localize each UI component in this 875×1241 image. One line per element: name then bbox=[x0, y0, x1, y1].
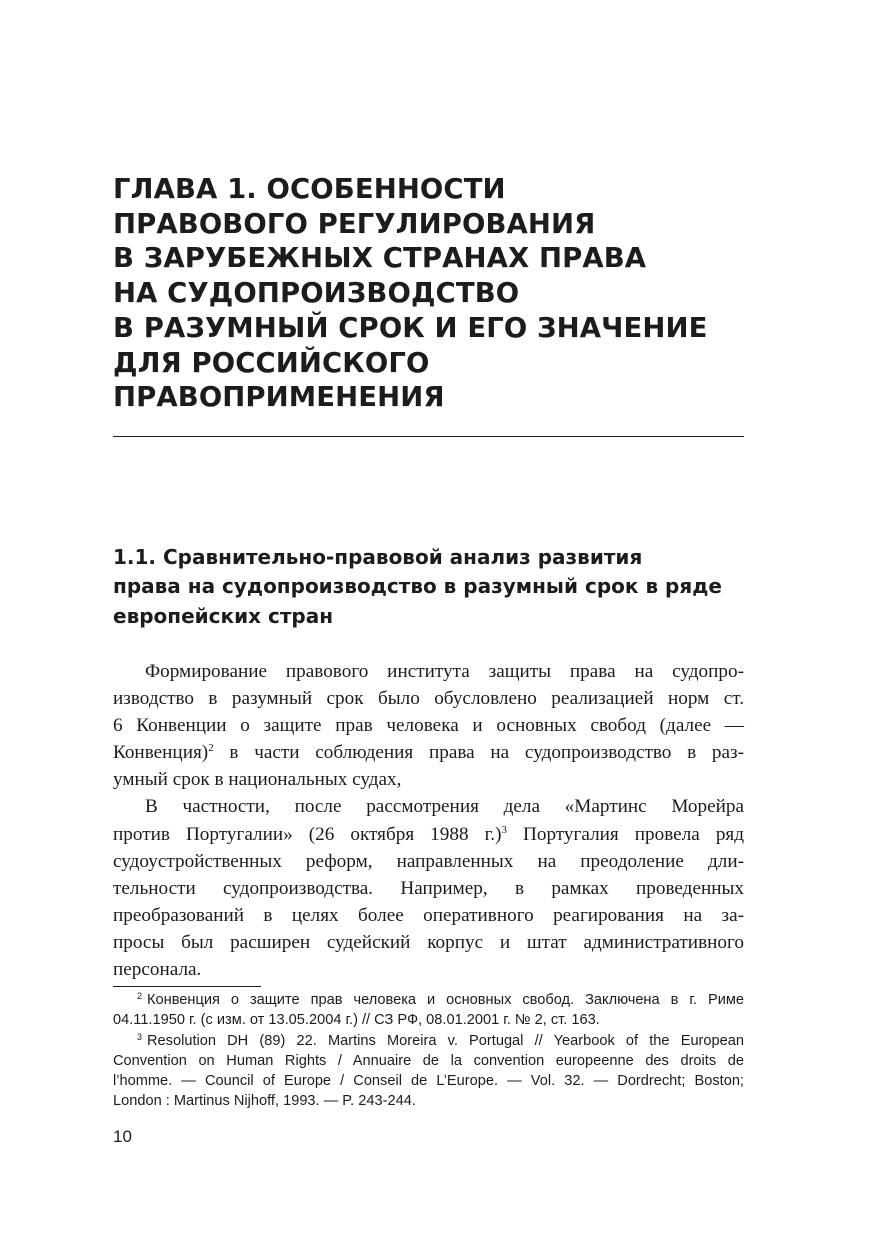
text-line: Формирование правового института защиты права на судопро- bbox=[145, 661, 744, 682]
text-line: персонала. bbox=[113, 959, 202, 981]
section-title-line: права на судопроизводство в разумный срок в ряде bbox=[113, 574, 722, 599]
footnote-marker: 3 bbox=[137, 1031, 143, 1042]
text-segment: в части соблюдения права на судопроизводство в раз- bbox=[213, 742, 744, 764]
text-line: умный срок в национальных судах, bbox=[113, 769, 402, 791]
footnote-text: Конвенция о защите прав человека и основных свобод. Заключена в г. Риме bbox=[147, 992, 744, 1008]
footnote-line bbox=[113, 990, 744, 1010]
chapter-title-line: В РАЗУМНЫЙ СРОК И ЕГО ЗНАЧЕНИЕ bbox=[113, 311, 708, 344]
text-segment: Португалия провела ряд bbox=[506, 823, 744, 845]
section-title-line: европейских стран bbox=[113, 603, 334, 628]
page-number: 10 bbox=[113, 1127, 132, 1146]
body-text bbox=[113, 658, 744, 983]
text-segment: против Португалии» (26 октября 1988 г.) bbox=[113, 823, 502, 845]
paragraph-2 bbox=[113, 793, 744, 983]
footnote-text: Resolution DH (89) 22. Martins Moreira v. Portugal // Yearbook of the European bbox=[147, 1032, 744, 1049]
text-line: судоустройственных реформ, направленных на преодоление дли- bbox=[113, 850, 744, 872]
footnote-line bbox=[113, 1031, 744, 1051]
footnote-ref-3[interactable]: 3 bbox=[501, 823, 507, 836]
text-line: просы был расширен судейский корпус и штат административного bbox=[113, 931, 744, 953]
text-line: изводство в разумный срок было обусловлено реализацией норм ст. bbox=[113, 688, 744, 710]
footnote-marker: 2 bbox=[137, 991, 143, 1001]
chapter-title-line: ГЛАВА 1. ОСОБЕННОСТИ bbox=[113, 173, 506, 205]
footnotes bbox=[113, 990, 744, 1112]
text-line: В частности, после рассмотрения дела «Мартинс Морейра bbox=[145, 796, 744, 818]
footnote-3 bbox=[113, 1031, 744, 1112]
footnote-ref-2[interactable]: 2 bbox=[208, 742, 214, 755]
paragraph-1 bbox=[113, 658, 744, 793]
chapter-divider bbox=[113, 436, 744, 437]
chapter-title-line: НА СУДОПРОИЗВОДСТВО bbox=[113, 277, 520, 310]
text-segment: Конвенция) bbox=[113, 742, 209, 764]
text-line bbox=[113, 821, 744, 848]
chapter-title bbox=[113, 172, 753, 415]
text-line: преобразований в целях более оперативного реагирования на за- bbox=[113, 904, 744, 926]
chapter-title-line: ДЛЯ РОССИЙСКОГО bbox=[113, 346, 430, 379]
text-line bbox=[113, 739, 744, 766]
footnote-line: 04.11.1950 г. (с изм. от 13.05.2004 г.) // СЗ РФ, 08.01.2001 г. № 2, ст. 163. bbox=[113, 1012, 600, 1029]
footnote-line: London : Martinus Nijhoff, 1993. — P. 243-244. bbox=[113, 1093, 416, 1110]
text-line: тельности судопроизводства. Например, в рамках проведенных bbox=[113, 877, 744, 899]
footnote-2 bbox=[113, 990, 744, 1031]
chapter-title-line: ПРАВОВОГО РЕГУЛИРОВАНИЯ bbox=[113, 207, 596, 240]
footnote-line: Convention on Human Rights / Annuaire de la convention europeenne des droits de bbox=[113, 1052, 744, 1069]
chapter-title-line: ПРАВОПРИМЕНЕНИЯ bbox=[113, 381, 445, 414]
text-line: 6 Конвенции о защите прав человека и основных свобод (далее — bbox=[113, 715, 744, 737]
chapter-title-line: В ЗАРУБЕЖНЫХ СТРАНАХ ПРАВА bbox=[113, 242, 647, 275]
footnote-divider bbox=[113, 986, 261, 987]
section-title-line: 1.1. Сравнительно-правовой анализ развития bbox=[113, 545, 643, 569]
section-title bbox=[113, 543, 753, 631]
footnote-line: l’homme. — Council of Europe / Conseil de L’Europe. — Vol. 32. — Dordrecht; Boston; bbox=[113, 1073, 744, 1090]
